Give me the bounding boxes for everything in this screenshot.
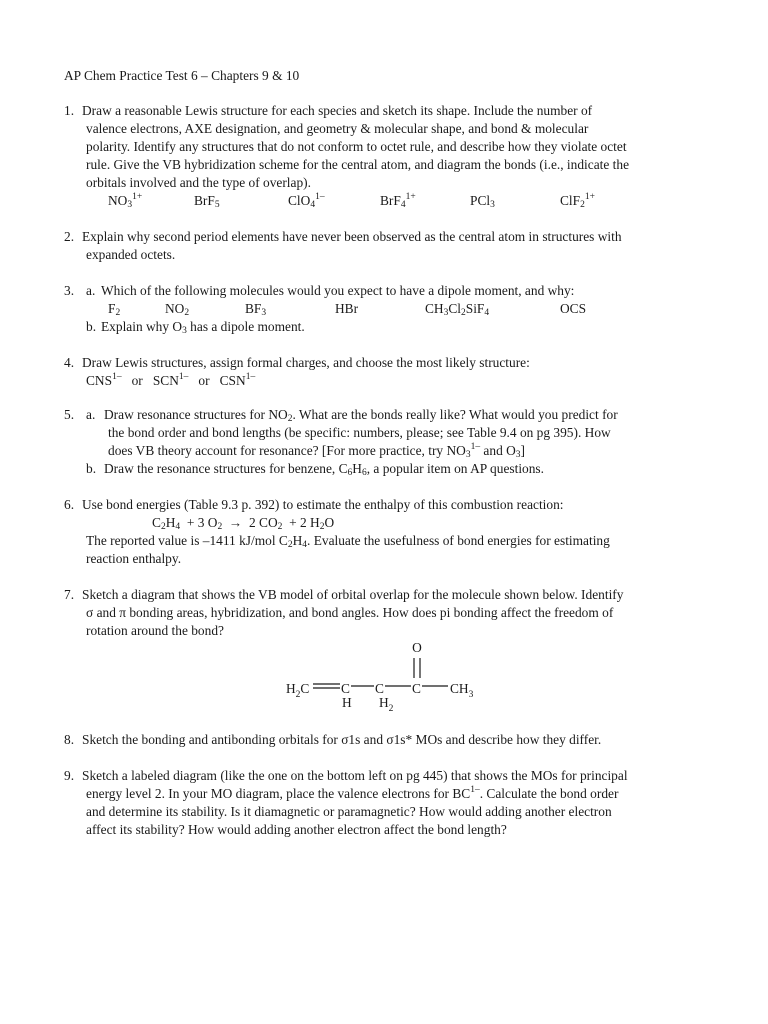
q7-number: 7. bbox=[64, 587, 75, 602]
species-brf4: BrF$_4^{1+}$ bbox=[380, 192, 416, 210]
q5a-label: a. bbox=[86, 407, 96, 422]
molecule-hbr: HBr bbox=[335, 301, 359, 316]
q3a-text: Which of the following molecules would you expect to have a dipole moment, and why: bbox=[101, 283, 575, 298]
q2-line-2: expanded octets. bbox=[86, 247, 176, 262]
q5a-line-3: does VB theory account for resonance? [For more practice, try $NO_3^{1-}$ and $O_3$] bbox=[108, 442, 525, 460]
q2-line-1: Explain why second period elements have never been observed as the central atom in structures with bbox=[82, 229, 622, 244]
atom-c1: C bbox=[341, 681, 350, 696]
q1-line-1: Draw a reasonable Lewis structure for each species and sketch its shape. Include the number of bbox=[82, 103, 593, 118]
q8-number: 8. bbox=[64, 732, 75, 747]
combustion-equation: $C_2H_4 + 3$ $O_2 \to 2$ $CO_2 + 2$ $H_2O$ bbox=[152, 515, 335, 532]
q2-number: 2. bbox=[64, 229, 75, 244]
q5b-label: b. bbox=[86, 461, 97, 476]
species-clf2: ClF$_2^{1+}$ bbox=[560, 192, 595, 210]
q5a-line-1: Draw resonance structures for $NO_2$. What are the bonds really like? What would you predict for bbox=[104, 407, 618, 424]
q9-line-3: and determine its stability. Is it diamagnetic or paramagnetic? How would adding another electron bbox=[86, 804, 612, 819]
page-title: AP Chem Practice Test 6 – Chapters 9 & 10 bbox=[64, 68, 300, 83]
q5-number: 5. bbox=[64, 407, 75, 422]
q4-number: 4. bbox=[64, 355, 75, 370]
structural-formula bbox=[280, 636, 500, 716]
q6-line-3: The reported value is –1411 kJ/mol $C_2H_4$. Evaluate the usefulness of bond energies for estimating bbox=[86, 533, 610, 550]
species-no3: $NO_3^{1+}$ bbox=[108, 192, 143, 210]
atom-ch3: $CH_3$ bbox=[450, 681, 474, 700]
q1-line-2: valence electrons, AXE designation, and geometry & molecular shape, and bond & molecular bbox=[86, 121, 589, 136]
structure-drawing bbox=[280, 636, 500, 716]
q7-line-2: σ and π bonding areas, hybridization, and bond angles. How does pi bonding affect the freedom of bbox=[86, 605, 614, 620]
atom-h2-below-c2: $H_2$ bbox=[379, 695, 394, 714]
q8-text: Sketch the bonding and antibonding orbitals for σ1s and σ1s* MOs and describe how they differ. bbox=[82, 732, 602, 747]
q4-text: Draw Lewis structures, assign formal charges, and choose the most likely structure: bbox=[82, 355, 530, 370]
q9-number: 9. bbox=[64, 768, 75, 783]
q3b-label: b. bbox=[86, 319, 97, 334]
q7-line-1: Sketch a diagram that shows the VB model of orbital overlap for the molecule shown below. Identify bbox=[82, 587, 624, 602]
species-brf5: BrF$_5$ bbox=[194, 193, 220, 210]
atom-c3: C bbox=[412, 681, 421, 696]
q7-line-3: rotation around the bond? bbox=[86, 623, 224, 638]
q1-number: 1. bbox=[64, 103, 75, 118]
q9-line-1: Sketch a labeled diagram (like the one on the bottom left on pg 445) that shows the MOs for principal bbox=[82, 768, 628, 783]
molecule-no2: $NO_2$ bbox=[165, 301, 190, 318]
q9-line-2: energy level 2. In your MO diagram, place the valence electrons for $BC^{1-}$. Calculate the bond order bbox=[86, 785, 619, 801]
molecule-bf3: $BF_3$ bbox=[245, 301, 267, 318]
q6-number: 6. bbox=[64, 497, 75, 512]
q5b-text: Draw the resonance structures for benzene, $C_6H_6$, a popular item on AP questions. bbox=[104, 461, 544, 478]
atom-h2c: $H_2C$ bbox=[286, 681, 310, 700]
q4-options: $CNS^{1-}$ or $SCN^{1-}$ or $CSN^{1-}$ bbox=[86, 372, 256, 388]
q1-line-5: orbitals involved and the type of overlap). bbox=[86, 175, 311, 190]
atom-h-below-c1: H bbox=[342, 695, 352, 710]
reaction-arrow: → bbox=[228, 515, 243, 530]
q3b-text: Explain why $O_3$ has a dipole moment. bbox=[101, 319, 305, 336]
molecule-ocs: OCS bbox=[560, 301, 587, 316]
molecule-f2: $F_2$ bbox=[108, 301, 121, 318]
species-pcl3: PCl$_3$ bbox=[470, 193, 495, 210]
q3-number: 3. bbox=[64, 283, 75, 298]
q1-line-3: polarity. Identify any structures that do not conform to octet rule, and describe how they violate octet bbox=[86, 139, 627, 154]
atom-c2: C bbox=[375, 681, 384, 696]
q6-line-1: Use bond energies (Table 9.3 p. 392) to estimate the enthalpy of this combustion reaction: bbox=[82, 497, 564, 512]
q5a-line-2: the bond order and bond lengths (be specific: numbers, please; see Table 9.4 on pg 395). How bbox=[108, 425, 611, 440]
q6-line-4: reaction enthalpy. bbox=[86, 551, 182, 566]
q1-line-4: rule. Give the VB hybridization scheme for the central atom, and diagram the bonds (i.e., indicate the bbox=[86, 157, 630, 172]
atom-o: O bbox=[412, 640, 422, 655]
molecule-ch3cl2sif4: $CH_3Cl_2SiF_4$ bbox=[425, 301, 490, 318]
q3a-label: a. bbox=[86, 283, 96, 298]
species-clo4: ClO$_4^{1-}$ bbox=[288, 192, 325, 210]
q9-line-4: affect its stability? How would adding another electron affect the bond length? bbox=[86, 822, 507, 837]
